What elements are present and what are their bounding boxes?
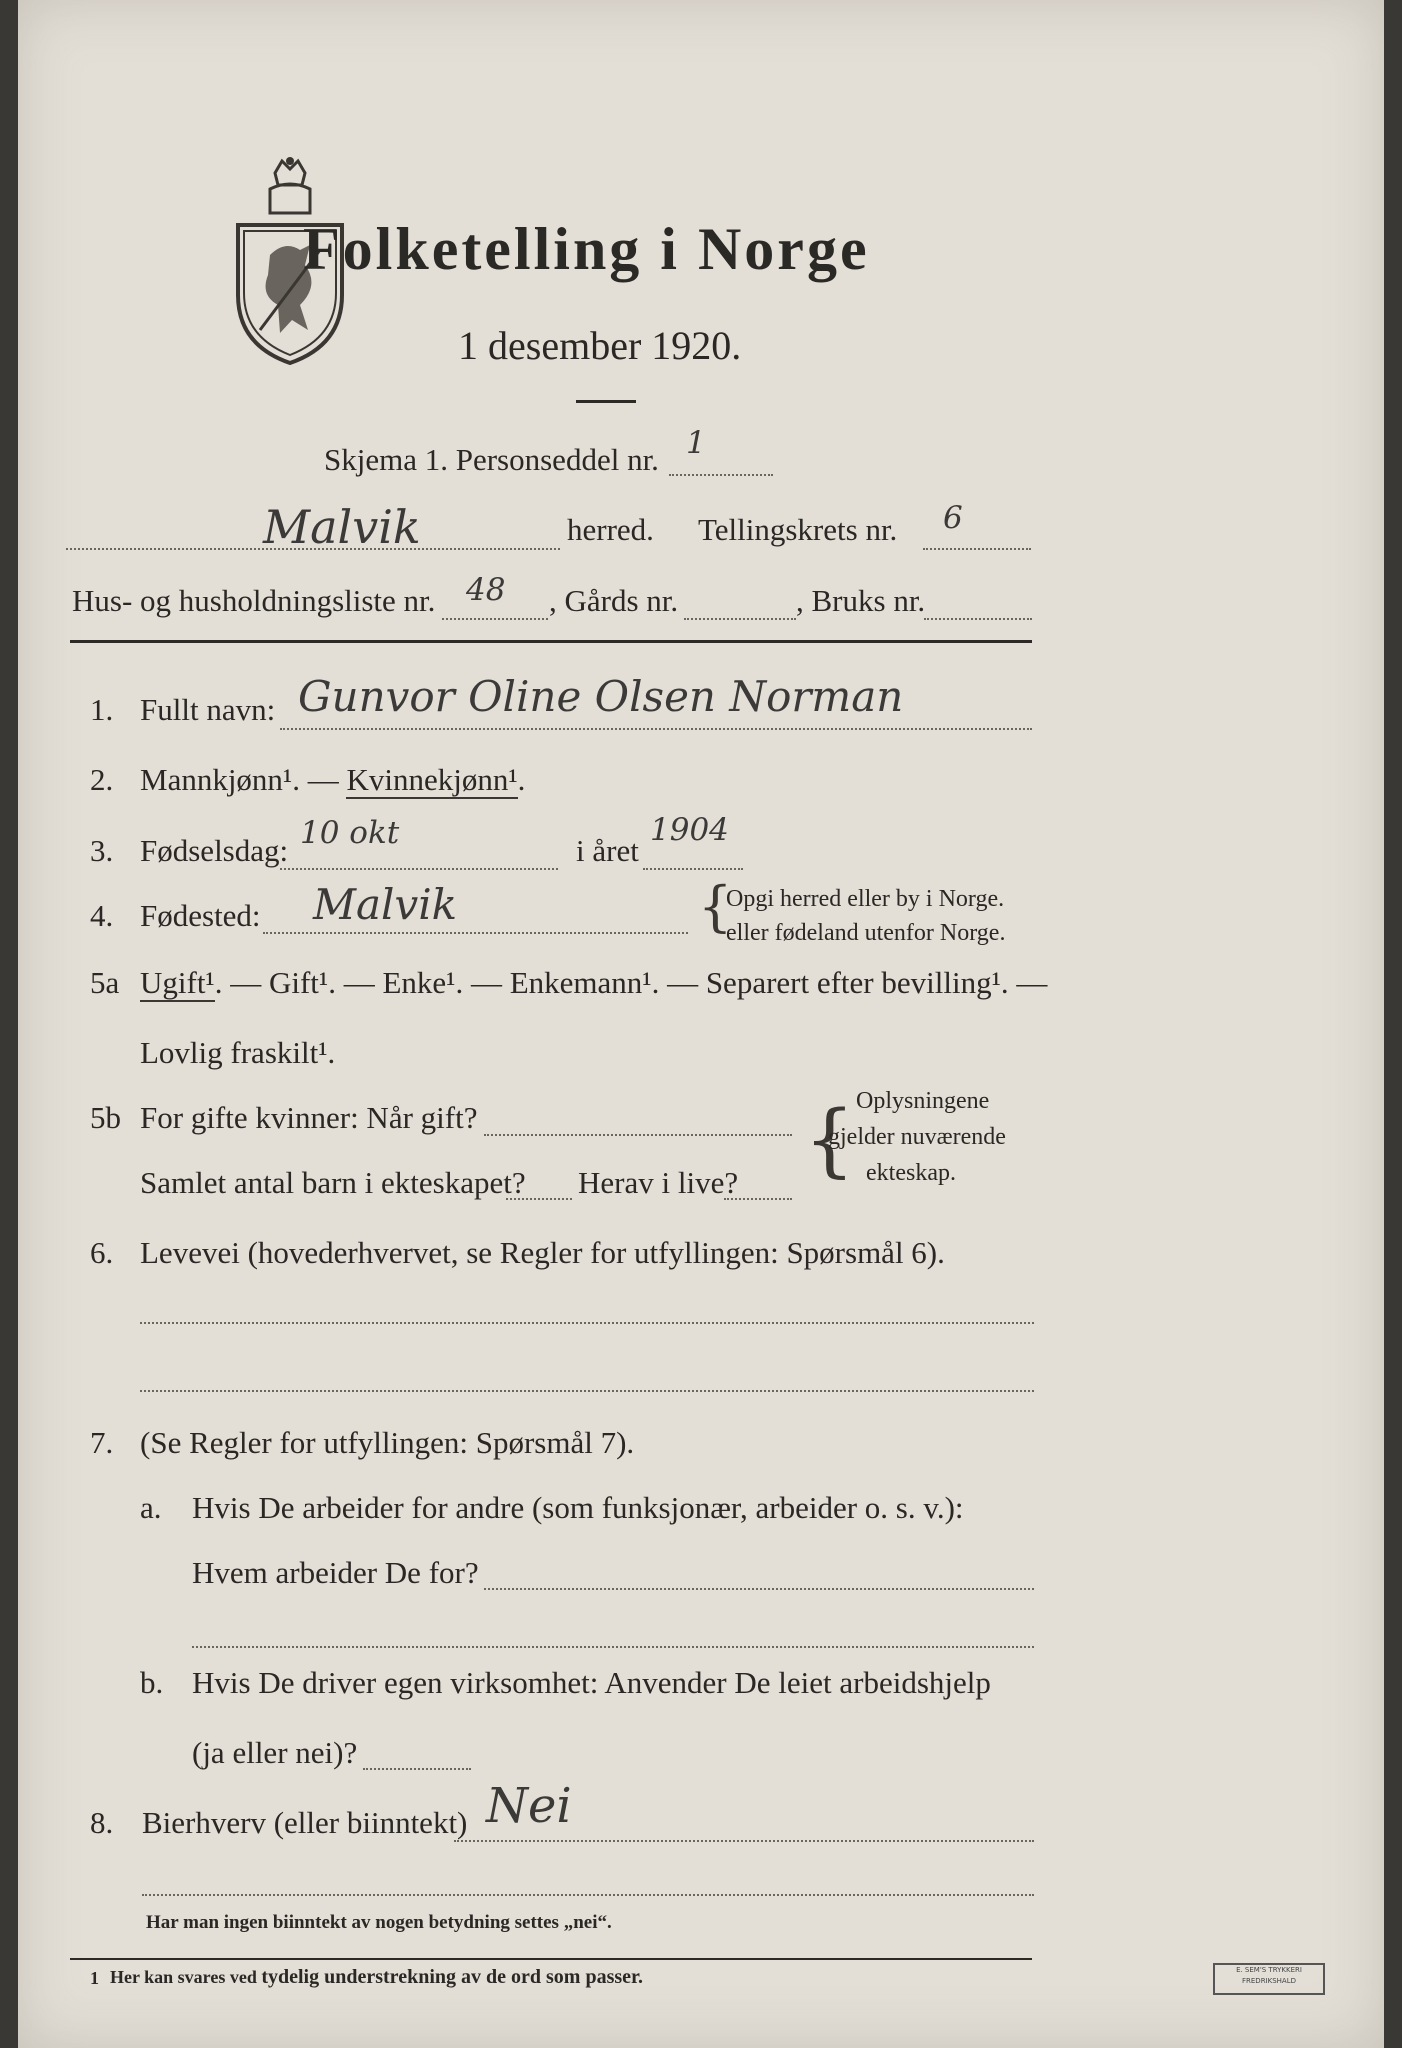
personseddel-nr-line	[669, 474, 773, 476]
q1-number: 1.	[90, 692, 114, 727]
q5b-barn-label: Samlet antal barn i ekteskapet?	[140, 1165, 526, 1200]
q4-brace: {	[698, 875, 733, 938]
q5b-note-3: ekteskap.	[866, 1160, 956, 1186]
title-divider	[576, 400, 636, 403]
q8-label: Bierhverv (eller biinntekt)	[142, 1805, 468, 1840]
q6-line-2	[140, 1390, 1034, 1392]
census-date: 1 desember 1920.	[458, 323, 742, 368]
q2-number: 2.	[90, 762, 114, 797]
q5b-note-1: Oplysningene	[856, 1088, 990, 1114]
tellingskrets-line	[923, 548, 1031, 550]
q4-line	[263, 932, 688, 934]
q3-day-line	[280, 868, 558, 870]
q4-note-2: eller fødeland utenfor Norge.	[726, 920, 1006, 946]
census-form-page	[18, 0, 1384, 2048]
q3-label: Fødselsdag:	[140, 833, 289, 868]
printer-stamp-line-2: FREDRIKSHALD	[1241, 1977, 1296, 1985]
form-title: Folketelling i Norge	[303, 216, 870, 282]
q3-number: 3.	[90, 833, 114, 868]
q3-year-line	[643, 868, 743, 870]
q5b-herav-line	[724, 1198, 792, 1200]
q5a-ugift-underlined: Ugift¹	[140, 965, 215, 1000]
footnote-number: 1	[90, 1968, 99, 1988]
q5b-note-2: gjelder nuværende	[828, 1124, 1006, 1150]
q6-number: 6.	[90, 1235, 114, 1270]
q7-label: (Se Regler for utfyllingen: Spørsmål 7).	[140, 1425, 635, 1460]
q7b-ja-nei-label: (ja eller nei)?	[192, 1735, 358, 1770]
q3-year-handwritten: 1904	[650, 812, 729, 848]
footer-divider	[70, 1958, 1032, 1960]
q2-kvinnekjonn-underlined: Kvinnekjønn¹	[346, 762, 518, 797]
q3-day-handwritten: 10 okt	[300, 815, 400, 851]
header-divider	[70, 640, 1032, 643]
q7a-hvem-label: Hvem arbeider De for?	[192, 1555, 479, 1590]
herred-handwritten: Malvik	[263, 500, 421, 554]
gards-label: , Gårds nr.	[549, 583, 679, 618]
q7b-ja-nei-line	[363, 1768, 471, 1770]
bruks-nr-line	[924, 618, 1032, 620]
footnote-text	[110, 1966, 643, 1989]
q7a-letter: a.	[140, 1490, 162, 1525]
q8-line	[454, 1840, 1034, 1842]
herred-label: herred.	[567, 512, 654, 547]
personseddel-nr-handwritten: 1	[686, 425, 706, 461]
q4-label: Fødested:	[140, 898, 261, 933]
q8-handwritten: Nei	[486, 1778, 572, 1834]
q7b-letter: b.	[140, 1665, 164, 1700]
q7-number: 7.	[90, 1425, 114, 1460]
husliste-nr-line	[442, 618, 548, 620]
q5a-line-2: Lovlig fraskilt¹.	[140, 1035, 336, 1070]
q5b-number: 5b	[90, 1100, 121, 1135]
q7a-line-2	[192, 1646, 1034, 1648]
q6-label: Levevei (hovederhvervet, se Regler for utfyllingen: Spørsmål 6).	[140, 1235, 945, 1270]
gards-nr-line	[684, 618, 796, 620]
q2-options	[140, 762, 525, 798]
q2-period: .	[517, 762, 526, 797]
footnote-text-b: tydelig understrekning av de ord som passer.	[261, 1966, 644, 1988]
q8-line-2	[142, 1894, 1034, 1896]
q1-line	[280, 728, 1032, 730]
tellingskrets-label: Tellingskrets nr.	[698, 512, 898, 547]
q8-number: 8.	[90, 1805, 114, 1840]
q7b-text: Hvis De driver egen virksomhet: Anvender De leiet arbeidshjelp	[192, 1665, 991, 1700]
q1-label: Fullt navn:	[140, 692, 276, 727]
bruks-label: , Bruks nr.	[796, 583, 926, 618]
footnote-text-a: Her kan svares ved	[110, 1967, 262, 1987]
husliste-label: Hus- og husholdningsliste nr.	[72, 583, 436, 618]
husliste-nr-handwritten: 48	[466, 572, 506, 608]
q5a-number: 5a	[90, 965, 120, 1000]
q3-year-label: i året	[576, 833, 639, 868]
q5a-options	[140, 965, 1047, 1001]
q5b-barn-line	[506, 1198, 572, 1200]
q5b-brace: {	[804, 1093, 855, 1186]
q1-name-handwritten: Gunvor Oline Olsen Norman	[298, 672, 904, 721]
q5b-nar-gift-label: For gifte kvinner: Når gift?	[140, 1100, 478, 1135]
q7a-hvem-line	[484, 1588, 1034, 1590]
q2-mannkjonn: Mannkjønn¹. —	[140, 762, 347, 797]
q4-note-1: Opgi herred eller by i Norge.	[726, 886, 1005, 912]
q4-handwritten: Malvik	[313, 880, 458, 929]
q6-line-1	[140, 1322, 1034, 1324]
skjema-label: Skjema 1. Personseddel nr.	[324, 442, 659, 477]
q7a-text: Hvis De arbeider for andre (som funksjonær, arbeider o. s. v.):	[192, 1490, 964, 1525]
q4-number: 4.	[90, 898, 114, 933]
tellingskrets-handwritten: 6	[943, 500, 963, 536]
printer-stamp	[1213, 1963, 1325, 1995]
q5b-herav-label: Herav i live?	[578, 1165, 739, 1200]
q5a-other-options: . — Gift¹. — Enke¹. — Enkemann¹. — Separert efter bevilling¹. —	[214, 965, 1048, 1000]
footer-note: Har man ingen biinntekt av nogen betydning settes „nei“.	[146, 1912, 612, 1933]
printer-stamp-line-1: E. SEM'S TRYKKERI	[1236, 1966, 1302, 1974]
q5b-nar-gift-line	[484, 1134, 792, 1136]
